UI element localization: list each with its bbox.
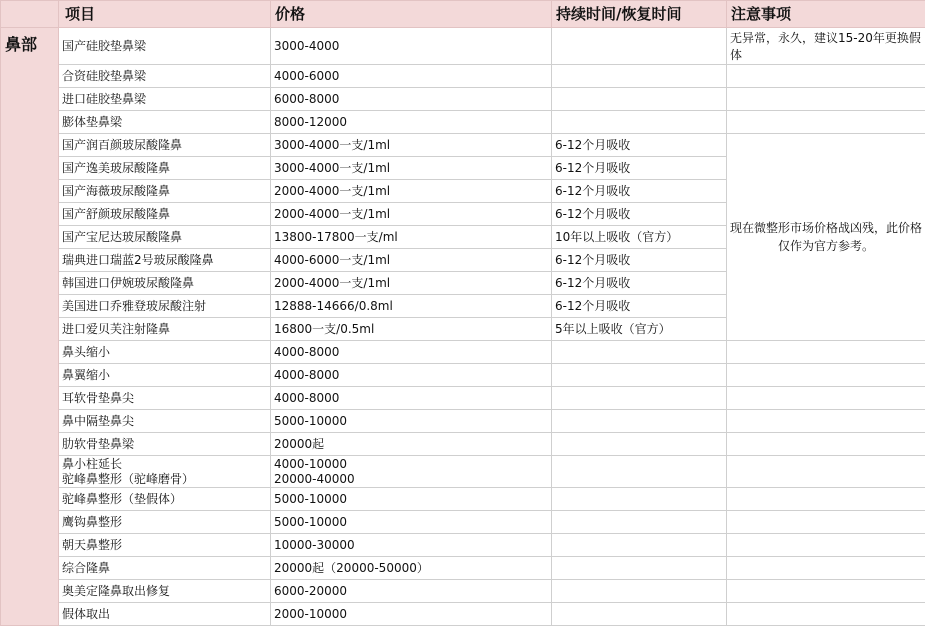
cell-item: 综合隆鼻	[59, 557, 271, 580]
cell-duration	[552, 111, 727, 134]
cell-price: 2000-4000一支/1ml	[271, 272, 552, 295]
cell-duration: 6-12个月吸收	[552, 272, 727, 295]
cell-item: 耳软骨垫鼻尖	[59, 387, 271, 410]
cell-note	[727, 65, 925, 88]
header-section	[1, 1, 59, 28]
cell-item: 鼻头缩小	[59, 341, 271, 364]
cell-note-silicone: 无异常，永久，建议15-20年更换假体	[727, 28, 925, 65]
cell-note	[727, 433, 925, 456]
cell-price: 4000-8000	[271, 387, 552, 410]
header-price: 价格	[271, 1, 552, 28]
cell-price: 2000-4000一支/1ml	[271, 203, 552, 226]
table-row	[1, 364, 925, 387]
cell-price: 6000-20000	[271, 580, 552, 603]
cell-price: 4000-8000	[271, 364, 552, 387]
table-row	[1, 580, 925, 603]
section-label: 鼻部	[1, 28, 59, 626]
table-row	[1, 511, 925, 534]
cell-note	[727, 88, 925, 111]
table-row	[1, 111, 925, 134]
cell-price: 3000-4000一支/1ml	[271, 157, 552, 180]
cell-item: 国产海薇玻尿酸隆鼻	[59, 180, 271, 203]
cell-duration: 6-12个月吸收	[552, 180, 727, 203]
cell-duration	[552, 364, 727, 387]
cell-note	[727, 111, 925, 134]
cell-note	[727, 603, 925, 626]
cell-duration	[552, 341, 727, 364]
cell-duration	[552, 28, 727, 65]
cell-duration	[552, 488, 727, 511]
cell-duration: 6-12个月吸收	[552, 157, 727, 180]
cell-price: 4000-6000一支/1ml	[271, 249, 552, 272]
cell-price: 20000起（20000-50000）	[271, 557, 552, 580]
header-duration: 持续时间/恢复时间	[552, 1, 727, 28]
header-item: 项目	[59, 1, 271, 28]
cell-item: 国产润百颜玻尿酸隆鼻	[59, 134, 271, 157]
table-row	[1, 28, 925, 65]
cell-duration: 10年以上吸收（官方）	[552, 226, 727, 249]
cell-item: 国产硅胶垫鼻梁	[59, 28, 271, 65]
cell-duration	[552, 456, 727, 488]
cell-price: 2000-4000一支/1ml	[271, 180, 552, 203]
table-row	[1, 341, 925, 364]
cell-duration	[552, 557, 727, 580]
cell-note	[727, 580, 925, 603]
cell-item: 鼻中隔垫鼻尖	[59, 410, 271, 433]
cell-price: 20000起	[271, 433, 552, 456]
cell-duration: 6-12个月吸收	[552, 134, 727, 157]
cell-price: 12888-14666/0.8ml	[271, 295, 552, 318]
cell-price: 10000-30000	[271, 534, 552, 557]
cell-item-line: 鼻小柱延长	[62, 456, 123, 471]
cell-item: 膨体垫鼻梁	[59, 111, 271, 134]
cell-price: 5000-10000	[271, 410, 552, 433]
cell-price	[271, 456, 552, 488]
cell-note	[727, 456, 925, 488]
cell-duration	[552, 65, 727, 88]
cell-item: 美国进口乔雅登玻尿酸注射	[59, 295, 271, 318]
cell-item	[59, 456, 271, 488]
cell-price: 16800一支/0.5ml	[271, 318, 552, 341]
table-row	[1, 65, 925, 88]
cell-duration: 6-12个月吸收	[552, 203, 727, 226]
cell-price: 6000-8000	[271, 88, 552, 111]
table-row	[1, 387, 925, 410]
cell-note	[727, 410, 925, 433]
cell-duration	[552, 410, 727, 433]
cell-duration	[552, 603, 727, 626]
cell-item: 奥美定隆鼻取出修复	[59, 580, 271, 603]
cell-note	[727, 341, 925, 364]
cell-item: 鼻翼缩小	[59, 364, 271, 387]
cell-note	[727, 557, 925, 580]
cell-price: 5000-10000	[271, 488, 552, 511]
cell-item: 驼峰鼻整形（垫假体）	[59, 488, 271, 511]
cell-item: 进口硅胶垫鼻梁	[59, 88, 271, 111]
table-row	[1, 410, 925, 433]
cell-item: 瑞典进口瑞蓝2号玻尿酸隆鼻	[59, 249, 271, 272]
cell-note	[727, 511, 925, 534]
cell-price: 5000-10000	[271, 511, 552, 534]
cell-note-hyaluronic: 现在微整形市场价格战凶残，此价格仅作为官方参考。	[727, 134, 925, 341]
cell-price: 4000-8000	[271, 341, 552, 364]
cell-duration	[552, 534, 727, 557]
cell-item: 国产宝尼达玻尿酸隆鼻	[59, 226, 271, 249]
cell-price: 4000-6000	[271, 65, 552, 88]
cell-item: 国产舒颜玻尿酸隆鼻	[59, 203, 271, 226]
cell-note	[727, 387, 925, 410]
cell-price: 13800-17800一支/ml	[271, 226, 552, 249]
cell-item: 国产逸美玻尿酸隆鼻	[59, 157, 271, 180]
cell-duration: 5年以上吸收（官方）	[552, 318, 727, 341]
cell-note	[727, 488, 925, 511]
table-row	[1, 134, 925, 157]
table-row	[1, 433, 925, 456]
cell-item: 朝天鼻整形	[59, 534, 271, 557]
header-row	[1, 1, 925, 28]
table-row	[1, 488, 925, 511]
cell-duration	[552, 88, 727, 111]
table-row	[1, 456, 925, 488]
cell-duration	[552, 433, 727, 456]
cell-note	[727, 534, 925, 557]
cell-item: 合资硅胶垫鼻梁	[59, 65, 271, 88]
cell-item-line: 驼峰鼻整形（驼峰磨骨）	[62, 471, 195, 486]
table-row	[1, 603, 925, 626]
table-row	[1, 534, 925, 557]
cell-duration	[552, 511, 727, 534]
table-row	[1, 557, 925, 580]
cell-price-line: 20000-40000	[274, 471, 355, 486]
cell-duration	[552, 387, 727, 410]
cell-item: 假体取出	[59, 603, 271, 626]
cell-duration: 6-12个月吸收	[552, 249, 727, 272]
cell-item: 肋软骨垫鼻梁	[59, 433, 271, 456]
cell-price: 8000-12000	[271, 111, 552, 134]
cell-duration: 6-12个月吸收	[552, 295, 727, 318]
cell-price: 3000-4000一支/1ml	[271, 134, 552, 157]
cell-price-line: 4000-10000	[274, 456, 348, 471]
cell-duration	[552, 580, 727, 603]
cell-item: 韩国进口伊婉玻尿酸隆鼻	[59, 272, 271, 295]
cell-price: 2000-10000	[271, 603, 552, 626]
cell-price: 3000-4000	[271, 28, 552, 65]
cell-note	[727, 364, 925, 387]
header-notes: 注意事项	[727, 1, 925, 28]
cell-item: 鹰钩鼻整形	[59, 511, 271, 534]
table-row	[1, 88, 925, 111]
cell-item: 进口爱贝芙注射隆鼻	[59, 318, 271, 341]
